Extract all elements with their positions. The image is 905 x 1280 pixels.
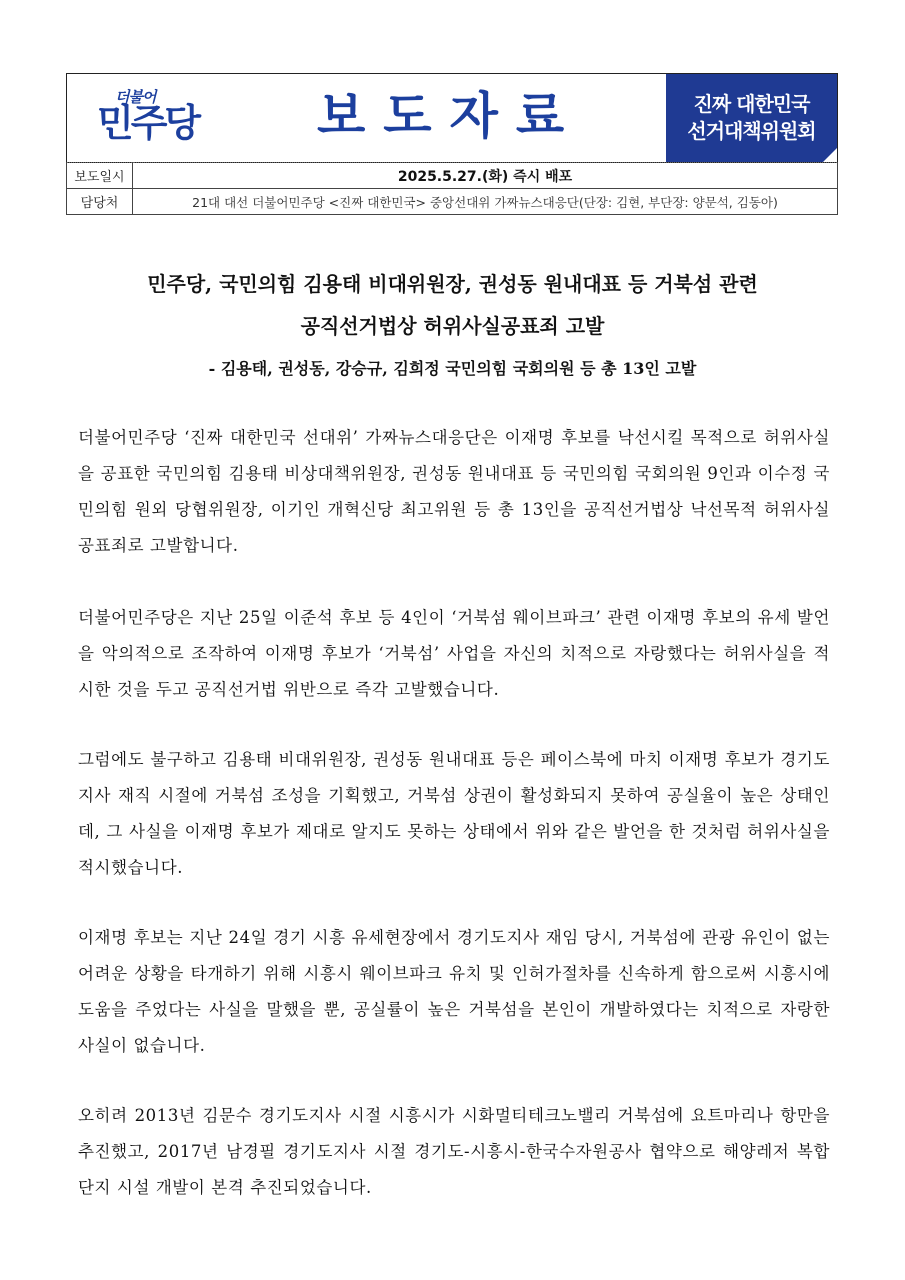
press-release-header xyxy=(66,73,838,163)
info-table xyxy=(66,162,838,215)
party-logo xyxy=(97,84,227,154)
body-paragraph-2: 더불어민주당은 지난 25일 이준석 후보 등 4인이 ‘거북섬 웨이브파크’ 관련 이재명 후보의 유세 발언을 악의적으로 조작하여 이재명 후보가 ‘거북섬’ 사업을 자신의 치적으로 자랑했다는 허위사실을 적시한 것을 두고 공직선거법 위반으로 즉각 고발했습니다. xyxy=(78,608,830,699)
committee-line-2: 선거대책위원회 xyxy=(687,119,816,143)
date-value: 2025.5.27.(화) 즉시 배포 xyxy=(133,163,838,189)
committee-badge xyxy=(666,74,837,162)
logo-small-text: 더불어 xyxy=(115,88,156,106)
body-paragraph-4: 이재명 후보는 지난 24일 경기 시흥 유세현장에서 경기도지사 재임 당시, 거북섬에 관광 유인이 없는 어려운 상황을 타개하기 위해 시흥시 웨이브파크 유치 및 인허가절차를 신속하게 함으로써 시흥시에 도움을 주었다는 사실을 말했을 뿐, 공실률이 높은 거북섬을 본인이 개발하였다는 치적으로 자랑한 사실이 없습니다. xyxy=(78,928,830,1055)
staff-value: 21대 대선 더불어민주당 <진짜 대한민국> 중앙선대위 가짜뉴스대응단(단장: 김현, 부단장: 양문석, 김동아) xyxy=(133,189,838,215)
info-row-date xyxy=(67,163,838,189)
headline-line-2: 공직선거법상 허위사실공표죄 고발 xyxy=(300,314,605,338)
date-label: 보도일시 xyxy=(67,163,133,189)
body-paragraph-1: 더불어민주당 ‘진짜 대한민국 선대위’ 가짜뉴스대응단은 이재명 후보를 낙선시킬 목적으로 허위사실을 공표한 국민의힘 김용태 비상대책위원장, 권성동 원내대표 등 국민의힘 국회의원 9인과 이수정 국민의힘 원외 당협위원장, 이기인 개혁신당 최고위원 등 총 13인을 공직선거법상 낙선목적 허위사실공표죄로 고발합니다. xyxy=(78,428,830,555)
corner-triangle xyxy=(823,148,837,162)
info-row-staff xyxy=(67,189,838,215)
press-release-title: 보도자료 xyxy=(317,87,583,145)
logo-main-text: 민주당 xyxy=(97,101,199,145)
body-paragraph-5: 오히려 2013년 김문수 경기도지사 시절 시흥시가 시화멀티테크노밸리 거북섬에 요트마리나 항만을 추진했고, 2017년 남경필 경기도지사 시절 경기도-시흥시-한국수자원공사 협약으로 해양레저 복합단지 시설 개발이 본격 추진되었습니다. xyxy=(78,1106,830,1197)
headline-line-1: 민주당, 국민의힘 김용태 비대위원장, 권성동 원내대표 등 거북섬 관련 xyxy=(147,272,758,296)
subheadline: - 김용태, 권성동, 강승규, 김희정 국민의힘 국회의원 등 총 13인 고발 xyxy=(208,359,697,378)
staff-label: 담당처 xyxy=(67,189,133,215)
body-paragraph-3: 그럼에도 불구하고 김용태 비대위원장, 권성동 원내대표 등은 페이스북에 마치 이재명 후보가 경기도지사 재직 시절에 거북섬 조성을 기획했고, 거북섬 상권이 활성화되지 못하여 공실율이 높은 상태인데, 그 사실을 이재명 후보가 제대로 알지도 못하는 상태에서 위와 같은 발언을 한 것처럼 허위사실을 적시했습니다. xyxy=(78,750,830,877)
committee-line-1: 진짜 대한민국 xyxy=(693,92,810,116)
